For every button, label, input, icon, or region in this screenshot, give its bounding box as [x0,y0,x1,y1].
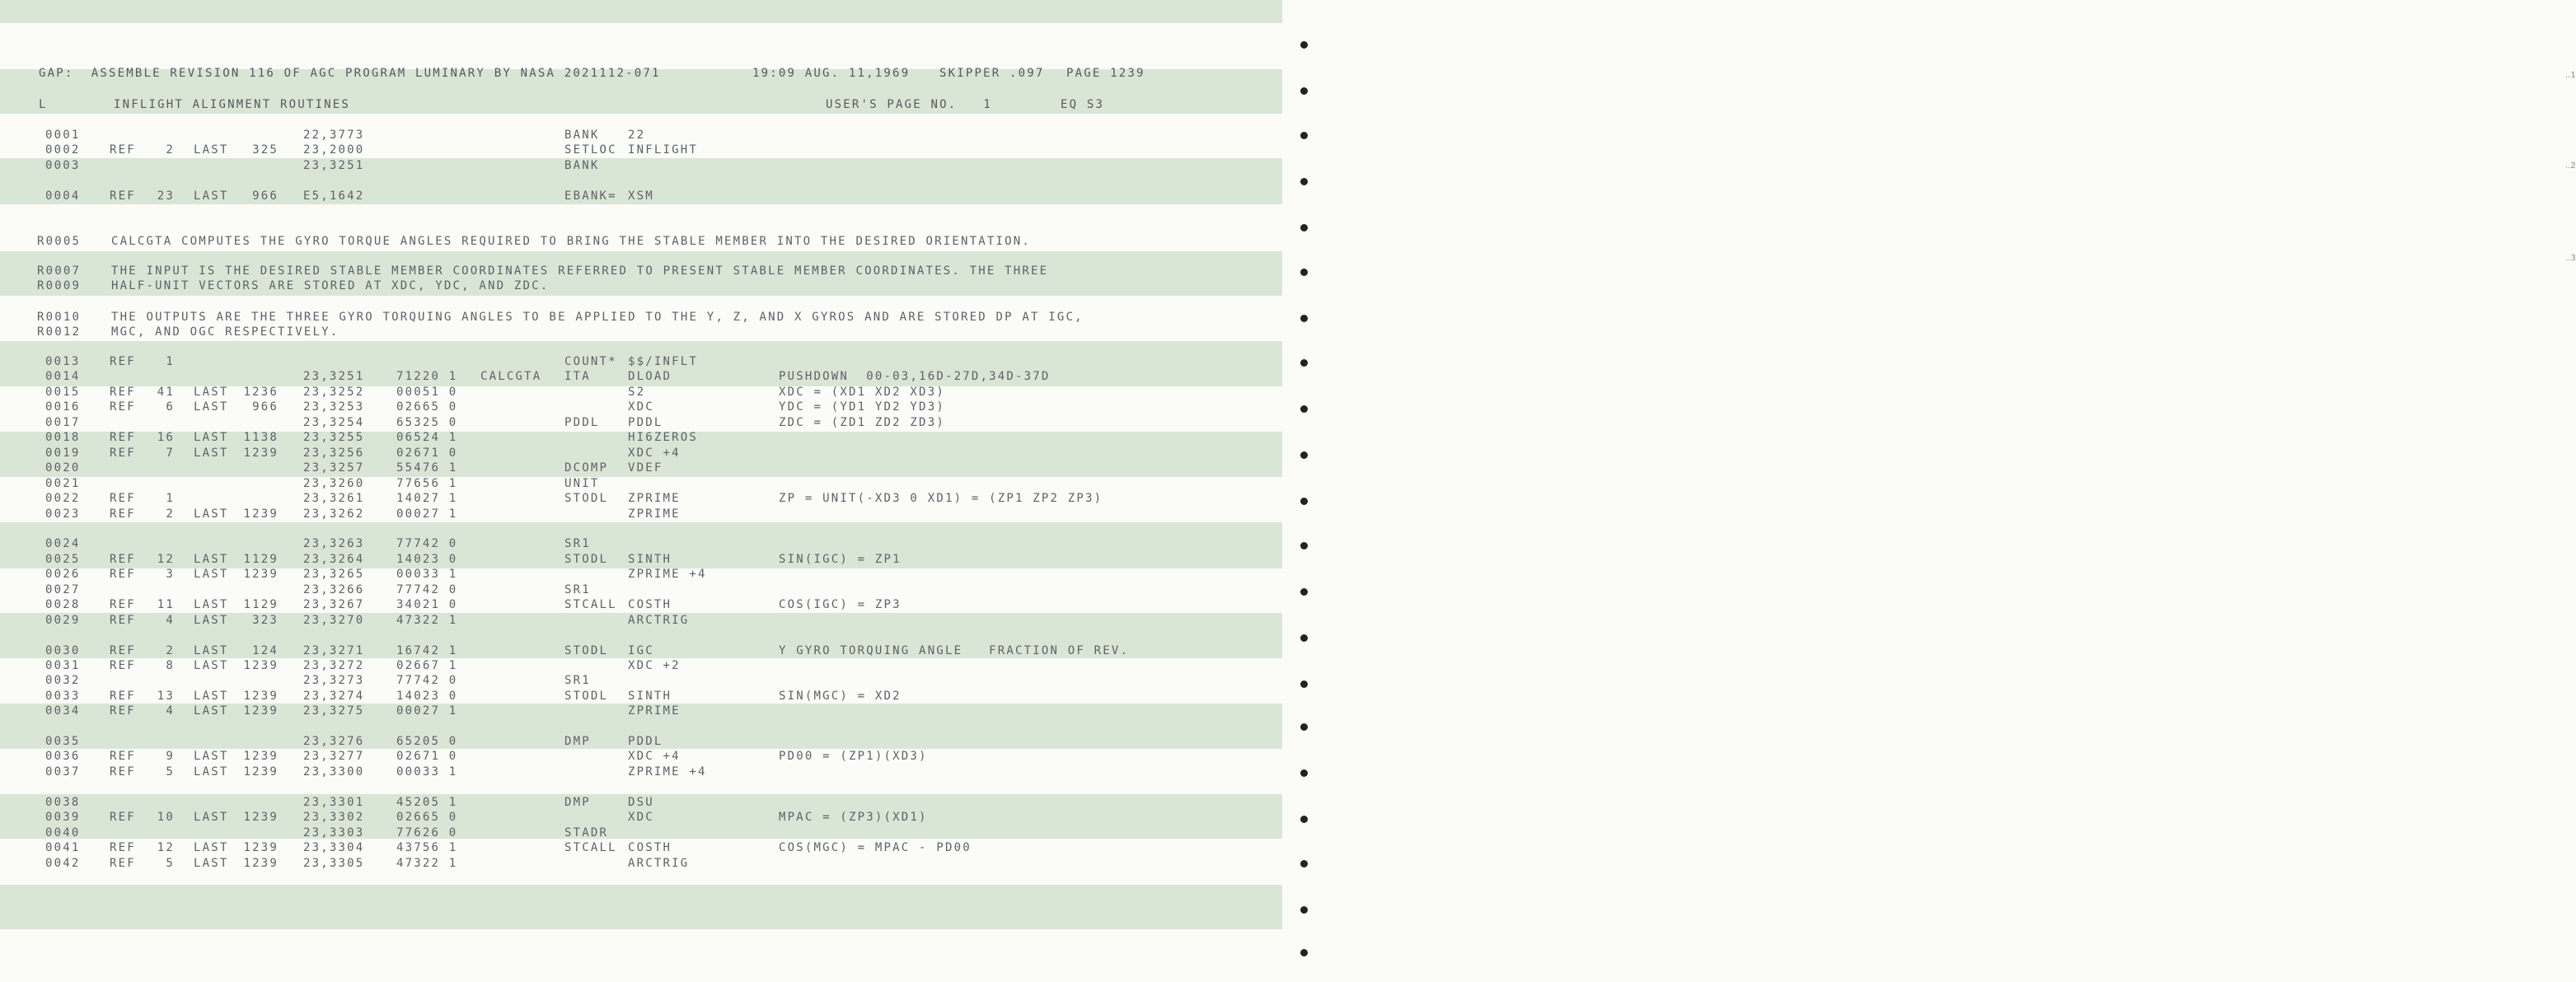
octal-code: 00033 1 [396,568,458,581]
label: CALCGTA [480,370,542,383]
operand: XDC +2 [628,659,681,672]
green-band [0,0,1282,23]
opcode: SR1 [564,583,591,596]
last-keyword: LAST [194,431,229,444]
address: 23,3257 [303,461,365,475]
sprocket-hole [1300,769,1308,777]
margin-mark: ..1 [2565,71,2576,80]
octal-code: 06524 1 [396,431,458,444]
octal-code: 77742 0 [396,583,458,596]
last-keyword: LAST [194,811,229,824]
ref-count: 9 [166,750,175,763]
comment: COS(IGC) = ZP3 [779,598,902,611]
operand: 22 [628,129,646,142]
line-number: 0018 [45,431,81,444]
remark-text: THE INPUT IS THE DESIRED STABLE MEMBER COORDINATES REFERRED TO PRESENT STABLE MEMBER COORDINATES. THE THREE [111,264,1049,278]
opcode: ITA [564,370,591,383]
ref-count: 12 [157,841,175,854]
ref-count: 2 [166,644,175,657]
last-page: 1239 [243,841,279,854]
line-number: 0042 [45,857,81,870]
octal-code: 14027 1 [396,492,458,505]
line-number: 0004 [45,189,81,203]
sprocket-hole [1300,132,1308,139]
operand: XDC [628,811,654,824]
last-keyword: LAST [194,644,229,657]
address: 23,3267 [303,598,365,611]
opcode: SETLOC [564,143,617,157]
last-keyword: LAST [194,750,229,763]
ref-count: 6 [166,400,175,414]
ref-keyword: REF [110,765,136,779]
opcode: SR1 [564,674,591,687]
operand: PDDL [628,735,663,748]
line-number: 0024 [45,537,81,550]
address: 23,3300 [303,765,365,779]
operand: XDC [628,400,654,414]
last-keyword: LAST [194,704,229,718]
ref-keyword: REF [110,841,136,854]
printout-page [0,0,1282,982]
ref-keyword: REF [110,355,136,368]
last-page: 1239 [243,690,279,703]
ref-keyword: REF [110,690,136,703]
ref-keyword: REF [110,750,136,763]
line-number: 0016 [45,400,81,414]
octal-code: 14023 0 [396,553,458,566]
address: 23,3251 [303,370,365,383]
octal-code: 77742 0 [396,674,458,687]
operand: COSTH [628,841,672,854]
address: 23,3265 [303,568,365,581]
comment: MPAC = (ZP3)(XD1) [779,811,928,824]
margin-mark: ..2 [2565,161,2576,171]
ref-count: 4 [166,704,175,718]
ref-count: 13 [157,690,175,703]
last-page: 1239 [243,568,279,581]
last-keyword: LAST [194,553,229,566]
opcode: STCALL [564,598,617,611]
remark-seq: R0010 [37,311,82,324]
remark-text: MGC, AND OGC RESPECTIVELY. [111,325,340,339]
last-keyword: LAST [194,386,229,399]
comment: PUSHDOWN 00-03,16D-27D,34D-37D [779,370,1051,383]
operand: VDEF [628,461,663,475]
address: 23,3302 [303,811,365,824]
octal-code: 55476 1 [396,461,458,475]
user-page-number: USER'S PAGE NO. 1 [826,98,992,111]
last-page: 325 [252,143,279,157]
last-page: 1239 [243,750,279,763]
opcode: STODL [564,553,609,566]
operand: ARCTRIG [628,614,690,627]
ref-count: 1 [166,492,175,505]
opcode: PDDL [564,416,600,429]
opcode: DMP [564,735,591,748]
last-keyword: LAST [194,765,229,779]
sprocket-hole [1300,723,1308,731]
sprocket-hole [1300,860,1308,867]
last-page: 1239 [243,857,279,870]
address: 23,3263 [303,537,365,550]
sprocket-hole [1300,451,1308,459]
sprocket-hole [1300,224,1308,231]
last-page: 1239 [243,447,279,460]
address: 23,3251 [303,159,365,172]
octal-code: 00033 1 [396,765,458,779]
address: 23,3276 [303,735,365,748]
ref-count: 8 [166,659,175,672]
sprocket-hole [1300,87,1308,95]
last-keyword: LAST [194,598,229,611]
address: 23,3274 [303,690,365,703]
sprocket-hole [1300,949,1308,956]
address: 23,3256 [303,447,365,460]
ref-keyword: REF [110,659,136,672]
line-number: 0037 [45,765,81,779]
ref-count: 23 [157,189,175,203]
last-page: 1236 [243,386,279,399]
operand: ARCTRIG [628,857,690,870]
ref-count: 16 [157,431,175,444]
address: 23,3272 [303,659,365,672]
address: 23,3305 [303,857,365,870]
address: 23,3277 [303,750,365,763]
octal-code: 14023 0 [396,690,458,703]
line-number: 0025 [45,553,81,566]
ref-count: 4 [166,614,175,627]
line-number: 0032 [45,674,81,687]
line-number: 0014 [45,370,81,383]
operand: COSTH [628,598,672,611]
ref-keyword: REF [110,400,136,414]
octal-code: 45205 1 [396,796,458,809]
last-page: 1129 [243,553,279,566]
octal-code: 65205 0 [396,735,458,748]
octal-code: 65325 0 [396,416,458,429]
octal-code: 02665 0 [396,811,458,824]
line-number: 0002 [45,143,81,157]
ref-count: 2 [166,507,175,521]
octal-code: 02671 0 [396,750,458,763]
line-number: 0026 [45,568,81,581]
octal-code: 77626 0 [396,826,458,839]
line-number: 0001 [45,129,81,142]
comment: COS(MGC) = MPAC - PD00 [779,841,972,854]
operand: DSU [628,796,654,809]
ref-keyword: REF [110,431,136,444]
page-title: GAP: ASSEMBLE REVISION 116 OF AGC PROGRAM LUMINARY BY NASA 2021112-071 [39,67,661,80]
opcode: EBANK= [564,189,617,203]
sprocket-hole [1300,178,1308,185]
ref-count: 5 [166,765,175,779]
ref-count: 2 [166,143,175,157]
line-number: 0038 [45,796,81,809]
address: 23,3303 [303,826,365,839]
line-number: 0017 [45,416,81,429]
sprocket-hole [1300,498,1308,505]
octal-code: 47322 1 [396,857,458,870]
operand: IGC [628,644,654,657]
address: 23,3262 [303,507,365,521]
comment: SIN(IGC) = ZP1 [779,553,902,566]
eq-label: EQ S3 [1061,98,1105,111]
last-page: 966 [252,189,279,203]
line-number: 0041 [45,841,81,854]
line-number: 0028 [45,598,81,611]
operand: S2 [628,386,646,399]
sprocket-hole [1300,816,1308,823]
ref-keyword: REF [110,704,136,718]
remark-text: CALCGTA COMPUTES THE GYRO TORQUE ANGLES REQUIRED TO BRING THE STABLE MEMBER INTO THE DESIRED ORIENTATION. [111,235,1032,248]
sprocket-hole [1300,588,1308,596]
sprocket-hole [1300,542,1308,549]
ref-count: 11 [157,598,175,611]
opcode: STODL [564,644,609,657]
sprocket-hole [1300,634,1308,642]
octal-code: 77656 1 [396,477,458,490]
listing-flag: L [39,98,48,111]
address: 23,3301 [303,796,365,809]
last-keyword: LAST [194,568,229,581]
comment: ZDC = (ZD1 ZD2 ZD3) [779,416,945,429]
line-number: 0036 [45,750,81,763]
address: 23,3270 [303,614,365,627]
operand: ZPRIME +4 [628,568,707,581]
ref-keyword: REF [110,143,136,157]
operand: XDC +4 [628,750,681,763]
ref-keyword: REF [110,857,136,870]
last-page: 1239 [243,811,279,824]
last-page: 124 [252,644,279,657]
ref-count: 5 [166,857,175,870]
octal-code: 71220 1 [396,370,458,383]
operand: XDC +4 [628,447,681,460]
address: 22,3773 [303,129,365,142]
remark-seq: R0007 [37,264,82,278]
line-number: 0033 [45,690,81,703]
operand: INFLIGHT [628,143,699,157]
opcode: BANK [564,129,600,142]
comment: XDC = (XD1 XD2 XD3) [779,386,945,399]
octal-code: 00027 1 [396,704,458,718]
octal-code: 00027 1 [396,507,458,521]
octal-code: 02671 0 [396,447,458,460]
last-page: 1129 [243,598,279,611]
page-number: PAGE 1239 [1066,67,1145,80]
line-number: 0034 [45,704,81,718]
sprocket-hole [1300,906,1308,914]
ref-count: 1 [166,355,175,368]
last-keyword: LAST [194,447,229,460]
opcode: STCALL [564,841,617,854]
remark-text: HALF-UNIT VECTORS ARE STORED AT XDC, YDC, AND ZDC. [111,279,550,292]
tractor-feed-margin [1282,0,2576,982]
comment: ZP = UNIT(-XD3 0 XD1) = (ZP1 ZP2 ZP3) [779,492,1103,505]
address: 23,3260 [303,477,365,490]
operand: ZPRIME [628,492,681,505]
remark-seq: R0012 [37,325,82,339]
ref-keyword: REF [110,189,136,203]
last-keyword: LAST [194,659,229,672]
sprocket-hole [1300,359,1308,367]
sprocket-hole [1300,315,1308,322]
line-number: 0030 [45,644,81,657]
last-page: 1239 [243,704,279,718]
address: 23,3252 [303,386,365,399]
last-keyword: LAST [194,143,229,157]
octal-code: 34021 0 [396,598,458,611]
operand: ZPRIME +4 [628,765,707,779]
last-keyword: LAST [194,690,229,703]
last-keyword: LAST [194,507,229,521]
last-keyword: LAST [194,857,229,870]
line-number: 0013 [45,355,81,368]
line-number: 0015 [45,386,81,399]
operand: SINTH [628,690,672,703]
octal-code: 00051 0 [396,386,458,399]
ref-keyword: REF [110,614,136,627]
margin-mark: ..3 [2565,254,2576,263]
last-keyword: LAST [194,614,229,627]
operand: ZPRIME [628,704,681,718]
remark-text: THE OUTPUTS ARE THE THREE GYRO TORQUING ANGLES TO BE APPLIED TO THE Y, Z, AND X GYROS AND ARE STORED DP AT IGC, [111,311,1084,324]
operand: $$/INFLT [628,355,699,368]
address: 23,3304 [303,841,365,854]
section-title: INFLIGHT ALIGNMENT ROUTINES [114,98,350,111]
address: E5,1642 [303,189,365,203]
ref-keyword: REF [110,811,136,824]
address: 23,3271 [303,644,365,657]
ref-keyword: REF [110,447,136,460]
octal-code: 02665 0 [396,400,458,414]
opcode: STADR [564,826,609,839]
ref-keyword: REF [110,568,136,581]
ref-count: 7 [166,447,175,460]
opcode: DCOMP [564,461,609,475]
opcode: DMP [564,796,591,809]
last-page: 1239 [243,507,279,521]
address: 23,3253 [303,400,365,414]
line-number: 0035 [45,735,81,748]
address: 23,3275 [303,704,365,718]
octal-code: 43756 1 [396,841,458,854]
sprocket-hole [1300,41,1308,49]
ref-count: 10 [157,811,175,824]
last-page: 1239 [243,659,279,672]
sprocket-hole [1300,269,1308,276]
operand: DLOAD [628,370,672,383]
comment: PD00 = (ZP1)(XD3) [779,750,928,763]
last-page: 1239 [243,765,279,779]
octal-code: 16742 1 [396,644,458,657]
address: 23,3273 [303,674,365,687]
comment: YDC = (YD1 YD2 YD3) [779,400,945,414]
octal-code: 47322 1 [396,614,458,627]
ref-count: 41 [157,386,175,399]
line-number: 0027 [45,583,81,596]
ref-count: 3 [166,568,175,581]
last-keyword: LAST [194,400,229,414]
operand: HI6ZEROS [628,431,699,444]
last-page: 1138 [243,431,279,444]
ref-keyword: REF [110,644,136,657]
opcode: COUNT* [564,355,617,368]
line-number: 0039 [45,811,81,824]
last-page: 966 [252,400,279,414]
opcode: STODL [564,492,609,505]
address: 23,3264 [303,553,365,566]
ref-keyword: REF [110,507,136,521]
address: 23,3254 [303,416,365,429]
address: 23,3261 [303,492,365,505]
address: 23,3255 [303,431,365,444]
address: 23,2000 [303,143,365,157]
operand: PDDL [628,416,663,429]
line-number: 0023 [45,507,81,521]
last-keyword: LAST [194,189,229,203]
operand: XSM [628,189,654,203]
ref-keyword: REF [110,386,136,399]
address: 23,3266 [303,583,365,596]
ref-keyword: REF [110,492,136,505]
line-number: 0019 [45,447,81,460]
line-number: 0020 [45,461,81,475]
ref-keyword: REF [110,598,136,611]
line-number: 0029 [45,614,81,627]
green-band [0,885,1282,929]
opcode: SR1 [564,537,591,550]
line-number: 0031 [45,659,81,672]
remark-seq: R0009 [37,279,82,292]
last-page: 323 [252,614,279,627]
last-keyword: LAST [194,841,229,854]
line-number: 0022 [45,492,81,505]
line-number: 0021 [45,477,81,490]
comment: SIN(MGC) = XD2 [779,690,902,703]
operand: SINTH [628,553,672,566]
opcode: STODL [564,690,609,703]
opcode: BANK [564,159,600,172]
sprocket-hole [1300,680,1308,688]
opcode: UNIT [564,477,600,490]
operator-id: SKIPPER .097 [939,67,1045,80]
ref-count: 12 [157,553,175,566]
octal-code: 02667 1 [396,659,458,672]
line-number: 0040 [45,826,81,839]
sprocket-hole [1300,405,1308,413]
ref-keyword: REF [110,553,136,566]
comment: Y GYRO TORQUING ANGLE FRACTION OF REV. [779,644,1130,657]
line-number: 0003 [45,159,81,172]
operand: ZPRIME [628,507,681,521]
print-datetime: 19:09 AUG. 11,1969 [752,67,911,80]
octal-code: 77742 0 [396,537,458,550]
remark-seq: R0005 [37,235,82,248]
